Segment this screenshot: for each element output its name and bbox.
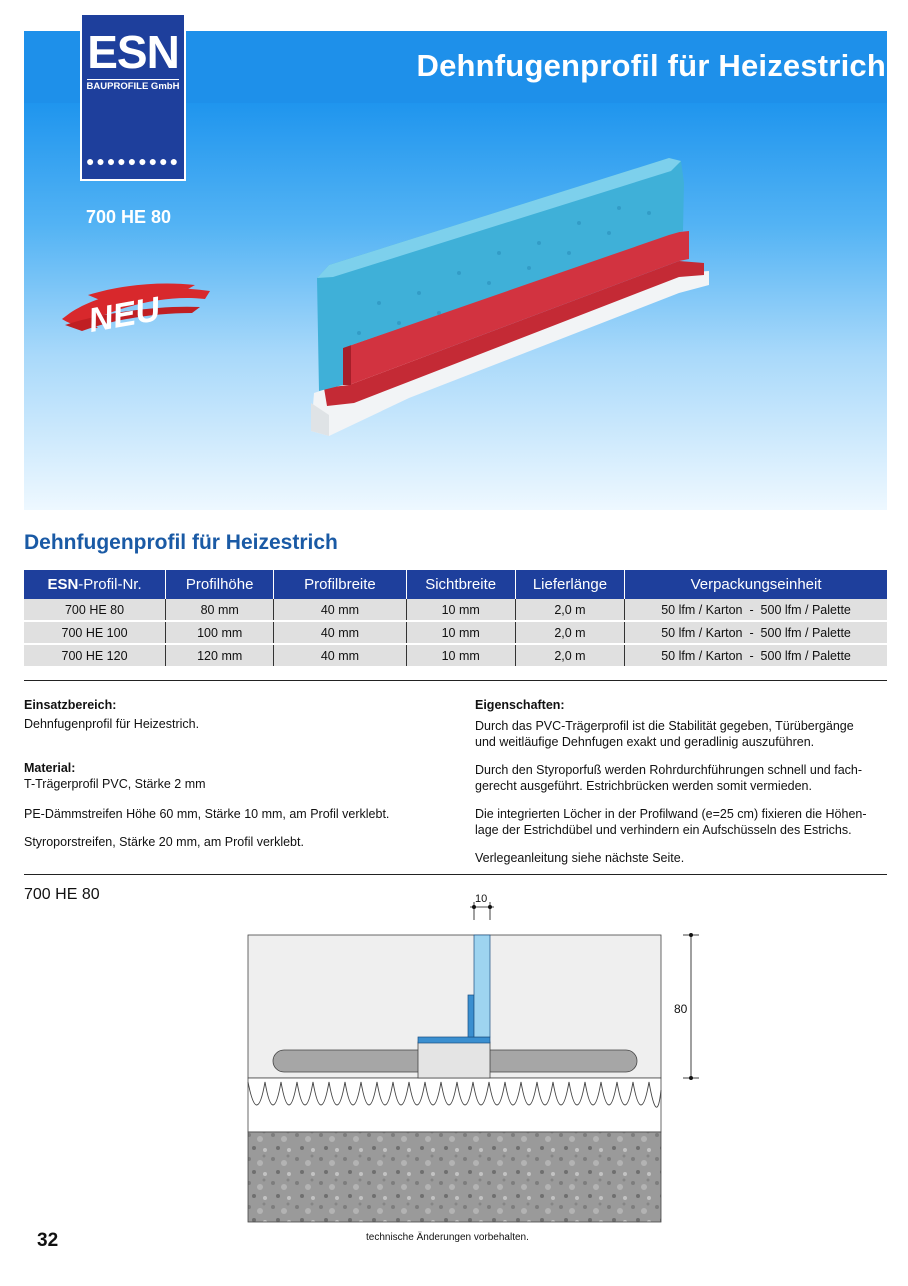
esn-logo	[80, 13, 186, 181]
cell-nr: 700 HE 80	[24, 599, 166, 621]
col-header-profilbreite: Profilbreite	[274, 570, 406, 599]
diagram-label: 700 HE 80	[24, 886, 100, 903]
section-title: Dehnfugenprofil für Heizestrich	[24, 531, 338, 554]
divider	[24, 874, 887, 875]
cell-verpackung: 50 lfm / Karton - 500 lfm / Palette	[625, 599, 887, 621]
eigenschaften-p1-l2: und weitläufige Dehnfugen exakt und geradlinig auszuführen.	[475, 735, 815, 749]
einsatz-heading: Einsatzbereich:	[24, 698, 117, 712]
cell-laenge: 2,0 m	[515, 621, 624, 644]
col-header-lieferlaenge: Lieferlänge	[515, 570, 624, 599]
logo-subtitle: BAUPROFILE GmbH	[86, 81, 180, 92]
eigenschaften-p4: Verlegeanleitung siehe nächste Seite.	[475, 851, 685, 865]
page-number: 32	[37, 1230, 59, 1251]
table-row	[24, 621, 887, 644]
cell-sicht: 10 mm	[406, 644, 515, 667]
logo-divider	[87, 79, 179, 80]
cell-nr: 700 HE 120	[24, 644, 166, 667]
spec-table	[24, 570, 887, 668]
eigenschaften-p2-l2: gerecht ausgeführt. Estrichbrücken werden somit vermieden.	[475, 779, 812, 793]
cell-verpackung: 50 lfm / Karton - 500 lfm / Palette	[625, 644, 887, 667]
eigenschaften-p2-l1: Durch den Styroporfuß werden Rohrdurchführungen schnell und fach-	[475, 763, 863, 777]
einsatz-text: Dehnfugenprofil für Heizestrich.	[24, 717, 200, 731]
eigenschaften-p3-l1: Die integrierten Löcher in der Profilwand (e=25 cm) fixieren die Höhen-	[475, 807, 867, 821]
cell-laenge: 2,0 m	[515, 599, 624, 621]
cell-laenge: 2,0 m	[515, 644, 624, 667]
logo-dots: ●●●●●●●●●	[85, 153, 181, 169]
neu-text: NEU	[85, 290, 163, 340]
cell-breite: 40 mm	[274, 599, 406, 621]
cell-sicht: 10 mm	[406, 621, 515, 644]
dimension-height-label: 80	[674, 1002, 688, 1016]
eigenschaften-p1-l1: Durch das PVC-Trägerprofil ist die Stabilität gegeben, Türübergänge	[475, 719, 854, 733]
cell-nr: 700 HE 100	[24, 621, 166, 644]
material-heading: Material:	[24, 761, 76, 775]
neu-badge	[60, 273, 220, 343]
cell-verpackung: 50 lfm / Karton - 500 lfm / Palette	[625, 621, 887, 644]
product-photo	[299, 153, 719, 453]
cell-hoehe: 120 mm	[166, 644, 274, 667]
cell-hoehe: 80 mm	[166, 599, 274, 621]
logo-wordmark: ESN	[87, 26, 179, 78]
table-row	[24, 599, 887, 621]
col-header-profil-nr: ESN-Profil-Nr.	[24, 570, 166, 599]
page-title: Dehnfugenprofil für Heizestrich	[416, 48, 886, 83]
col-header-profilhoehe: Profilhöhe	[166, 570, 274, 599]
table-row	[24, 644, 887, 667]
table-header-row	[24, 570, 887, 599]
cross-section-diagram	[245, 890, 715, 1230]
col-header-sichtbreite: Sichtbreite	[406, 570, 515, 599]
col-header-verpackung: Verpackungseinheit	[625, 570, 887, 599]
eigenschaften-heading: Eigenschaften:	[475, 698, 565, 712]
cell-hoehe: 100 mm	[166, 621, 274, 644]
material-line-2: PE-Dämmstreifen Höhe 60 mm, Stärke 10 mm, am Profil verklebt.	[24, 807, 390, 821]
cell-sicht: 10 mm	[406, 599, 515, 621]
divider	[24, 680, 887, 681]
material-line-1: T-Trägerprofil PVC, Stärke 2 mm	[24, 777, 206, 791]
cell-breite: 40 mm	[274, 644, 406, 667]
hero-product-code: 700 HE 80	[86, 207, 172, 227]
cell-breite: 40 mm	[274, 621, 406, 644]
eigenschaften-p3-l2: lage der Estrichdübel und verhindern ein Aufschüsseln des Estrichs.	[475, 823, 852, 837]
footer-note: technische Änderungen vorbehalten.	[366, 1232, 529, 1243]
dimension-width-label: 10	[475, 893, 488, 905]
material-line-3: Styroporstreifen, Stärke 20 mm, am Profil verklebt.	[24, 835, 304, 849]
